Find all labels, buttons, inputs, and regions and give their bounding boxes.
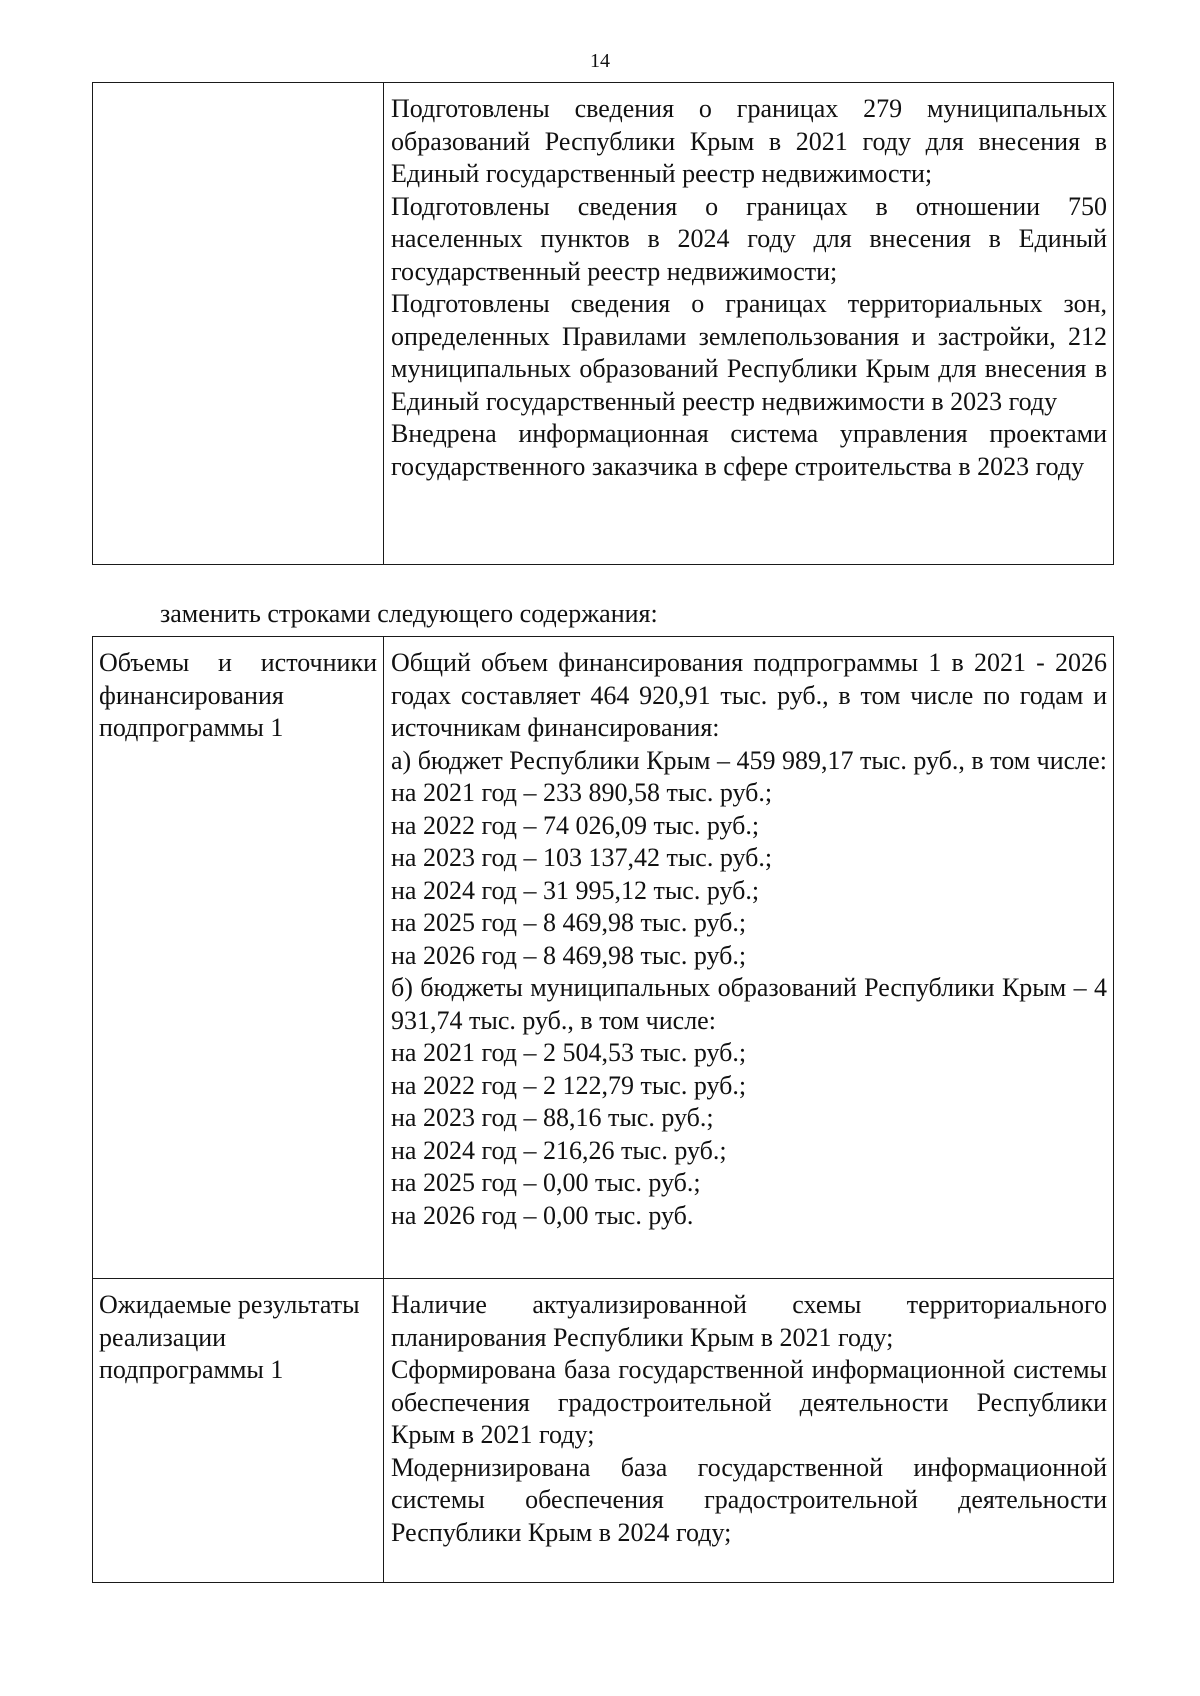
- table-cell-label: [93, 1279, 384, 1583]
- list-item: Внедрена информационная система управления проектами государственного заказчика в сфере строительства в 2023 году: [391, 419, 1107, 481]
- table-row: [93, 1279, 1114, 1583]
- list-item: Подготовлены сведения о границах территориальных зон, определенных Правилами землепользования и застройки, 212 муниципальных образований Республики Крым для внесения в Единый государственный реестр недвижимости в 2023 году: [391, 289, 1107, 416]
- table-row: [93, 83, 1114, 565]
- list-item: Наличие актуализированной схемы территориального планирования Республики Крым в 2021 году;: [391, 1290, 1107, 1352]
- table-cell-results: [384, 83, 1114, 565]
- list-item: Модернизирована база государственной информационной системы обеспечения градостроительной деятельности Республики Крым в 2024 году;: [391, 1452, 1107, 1547]
- list-item: на 2025 год – 0,00 тыс. руб.;: [391, 1168, 701, 1197]
- list-item: на 2024 год – 31 995,12 тыс. руб.;: [391, 875, 760, 905]
- list-item: Подготовлены сведения о границах в отношении 750 населенных пунктов в 2024 году для внесения в Единый государственный реестр недвижимости;: [391, 191, 1107, 286]
- table-cell-label: [93, 637, 384, 1279]
- list-item: на 2024 год – 216,26 тыс. руб.;: [391, 1135, 727, 1165]
- table-cell-financing: [384, 637, 1114, 1279]
- left-cell-text: [93, 83, 383, 97]
- top-table: [92, 82, 1114, 565]
- list-item: на 2023 год – 103 137,42 тыс. руб.;: [391, 843, 773, 872]
- intro-text: заменить строками следующего содержания:: [160, 599, 658, 628]
- list-item: а) бюджет Республики Крым – 459 989,17 тыс. руб., в том числе:: [391, 745, 1107, 775]
- list-item: Сформирована база государственной информационной системы обеспечения градостроительной деятельности Республики Крым в 2021 году;: [391, 1355, 1107, 1449]
- list-item: на 2026 год – 0,00 тыс. руб.: [391, 1200, 694, 1230]
- list-item: на 2025 год – 8 469,98 тыс. руб.;: [391, 908, 747, 937]
- table-cell-empty: [93, 83, 384, 565]
- list-item: на 2022 год – 2 122,79 тыс. руб.;: [391, 1070, 747, 1100]
- list-item: на 2023 год – 88,16 тыс. руб.;: [391, 1103, 714, 1132]
- list-item: Подготовлены сведения о границах 279 муниципальных образований Республики Крым в 2021 году для внесения в Единый государственный реестр недвижимости;: [391, 94, 1107, 188]
- row-label: Ожидаемые результаты реализации подпрограммы 1: [99, 1290, 360, 1384]
- page-number: 14: [590, 50, 610, 72]
- table-cell-results: [384, 1279, 1114, 1583]
- list-item: на 2022 год – 74 026,09 тыс. руб.;: [391, 810, 760, 840]
- list-item: на 2026 год – 8 469,98 тыс. руб.;: [391, 940, 747, 970]
- row-label: Объемы и источники финансирования подпрограммы 1: [99, 648, 377, 742]
- list-item: на 2021 год – 2 504,53 тыс. руб.;: [391, 1038, 747, 1067]
- list-item: б) бюджеты муниципальных образований Республики Крым – 4 931,74 тыс. руб., в том числе:: [391, 973, 1107, 1035]
- bottom-table: [92, 636, 1114, 1583]
- table-row: [93, 637, 1114, 1279]
- list-item: на 2021 год – 233 890,58 тыс. руб.;: [391, 778, 773, 807]
- list-item: Общий объем финансирования подпрограммы 1 в 2021 - 2026 годах составляет 464 920,91 тыс. руб., в том числе по годам и источникам финансирования:: [391, 648, 1107, 742]
